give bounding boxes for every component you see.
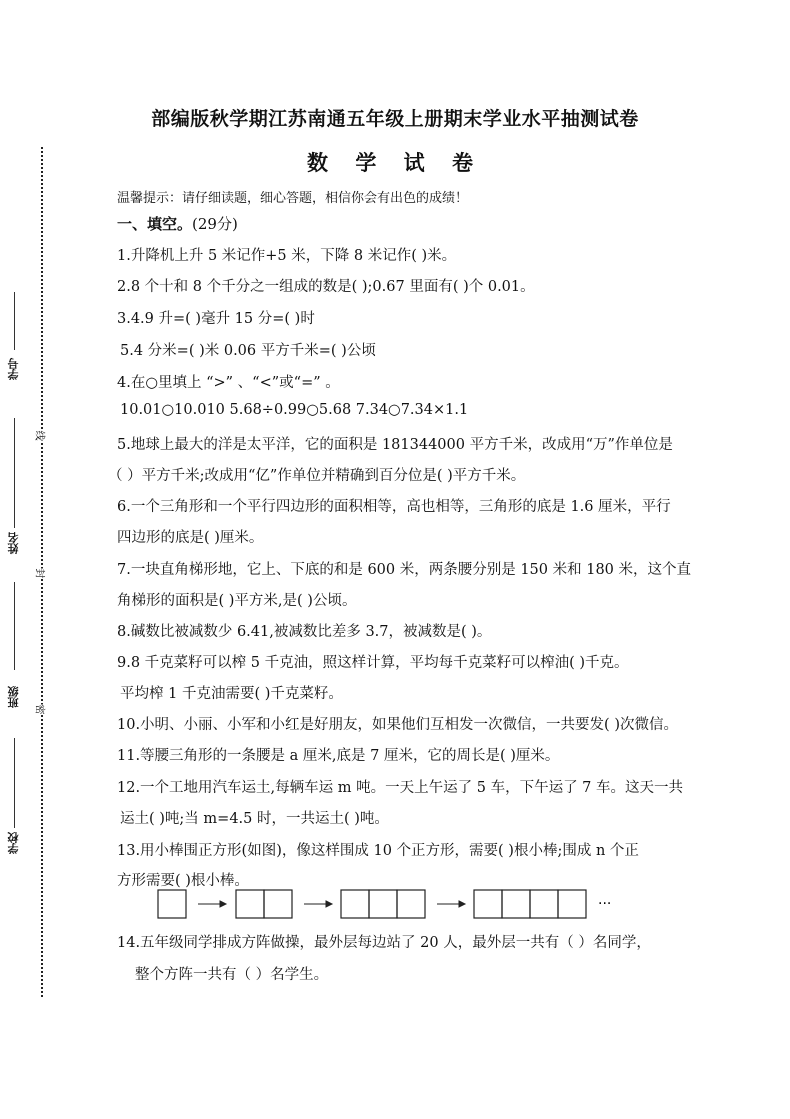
question-line: 运土( )吨;当 m=4.5 时，一共运土( )吨。	[120, 811, 389, 827]
question-line: 8.碱数比被减数少 6.41,被减数比差多 3.7，被减数是( )。	[117, 624, 492, 640]
stick-squares-figure	[156, 888, 626, 920]
blank-line	[14, 582, 15, 670]
question-line: 7.一块直角梯形地，它上、下底的和是 600 米，两条腰分别是 150 米和 180 米，这个直	[117, 562, 692, 578]
square-4d	[558, 890, 586, 918]
square-4a	[474, 890, 502, 918]
question-line: 四边形的底是( )厘米。	[117, 530, 264, 546]
question-line: 平均榨 1 千克油需要( )千克菜籽。	[120, 686, 343, 702]
question-line: 13.用小棒围正方形(如图)，像这样围成 10 个正方形，需要( )根小棒;围成 n 个正	[117, 843, 639, 859]
question-line: 3.4.9 升=( )毫升 15 分=( )时	[117, 311, 315, 327]
square-2b	[264, 890, 292, 918]
student-id-label: 学号	[7, 358, 20, 380]
question-line: 11.等腰三角形的一条腰是 a 厘米,底是 7 厘米，它的周长是( )厘米。	[117, 748, 560, 764]
blank-line	[14, 418, 15, 528]
question-line: 2.8 个十和 8 个千分之一组成的数是( );0.67 里面有( )个 0.01。	[117, 279, 535, 295]
square-4b	[502, 890, 530, 918]
square-4c	[530, 890, 558, 918]
square-3b	[369, 890, 397, 918]
square-1	[158, 890, 186, 918]
section-score: (29分)	[192, 215, 238, 233]
question-line: 1.升降机上升 5 米记作+5 米，下降 8 米记作( )米。	[117, 248, 457, 264]
blank-line	[14, 292, 15, 350]
seal-char-secret: 密	[32, 705, 51, 715]
arrow-head-icon	[220, 901, 226, 907]
question-line: 10.小明、小丽、小军和小红是好朋友，如果他们互相发一次微信，一共要发( )次微信。	[117, 717, 678, 733]
question-line: 5.4 分米=( )米 0.06 平方千米=( )公顷	[120, 343, 376, 359]
question-line: 5.地球上最大的洋是太平洋，它的面积是 181344000 平方千米，改成用“万”作单位是	[117, 437, 673, 453]
question-line: （ ）平方千米;改成用“亿”作单位并精确到百分位是( )平方千米。	[108, 468, 526, 484]
class-label: 班级	[7, 686, 20, 708]
exam-title: 部编版秋学期江苏南通五年级上册期末学业水平抽测试卷	[151, 108, 639, 130]
question-line: 14.五年级同学排成方阵做操，最外层每边站了 20 人，最外层一共有（ ）名同学，	[117, 935, 651, 951]
section-heading	[117, 213, 238, 234]
question-line: 角梯形的面积是( )平方米,是( )公顷。	[117, 593, 357, 609]
seal-char-seal: 封	[32, 569, 51, 579]
question-line: 12.一个工地用汽车运土,每辆车运 m 吨。一天上午运了 5 车，下午运了 7 车。这天一共	[117, 780, 684, 796]
section-title: 一、填空。	[117, 215, 193, 233]
name-label: 姓名	[7, 532, 20, 554]
square-2a	[236, 890, 264, 918]
tip-text: 温馨提示：请仔细读题，细心答题，相信你会有出色的成绩！	[117, 191, 469, 206]
exam-subtitle: 数 学 试 卷	[307, 151, 483, 175]
question-line: 9.8 千克菜籽可以榨 5 千克油，照这样计算，平均每千克菜籽可以榨油( )千克。	[117, 655, 629, 671]
question-line: 10.01○10.010 5.68÷0.99○5.68 7.34○7.34×1.1	[120, 402, 469, 418]
square-3a	[341, 890, 369, 918]
school-label: 学校	[7, 832, 20, 854]
arrow-head-icon	[459, 901, 465, 907]
question-line: 整个方阵一共有（ ）名学生。	[135, 967, 329, 983]
question-line: 方形需要( )根小棒。	[117, 873, 249, 889]
arrow-head-icon	[326, 901, 332, 907]
square-3c	[397, 890, 425, 918]
question-line: 4.在○里填上 “>” 、“<”或“=” 。	[117, 375, 340, 391]
blank-line	[14, 738, 15, 828]
seal-char-line: 线	[32, 431, 51, 441]
question-line: 6.一个三角形和一个平行四边形的面积相等，高也相等，三角形的底是 1.6 厘米，平行	[117, 499, 671, 515]
ellipsis: ···	[598, 896, 612, 912]
